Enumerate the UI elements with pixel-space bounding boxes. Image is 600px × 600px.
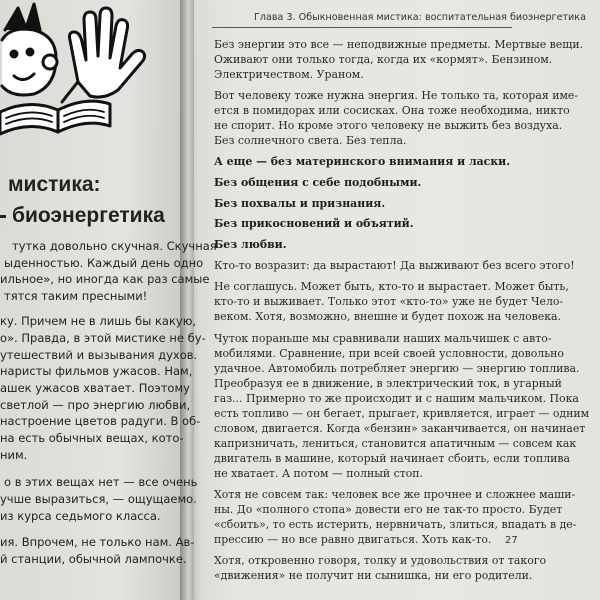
bold-line: Без общения с себе подобными. (214, 176, 422, 189)
body-line: мобилями. Сравнение, при всей своей условности, довольно (214, 347, 564, 360)
body-line: есть топливо — он бегает, прыгает, кривляется, играет — одним (214, 407, 590, 420)
left-line: тятся таким пресными! (4, 289, 148, 303)
body-line: Без энергии это все — неподвижные предметы. Мертвые вещи. (214, 38, 584, 51)
body-line: Не соглашусь. Может быть, кто-то и вырастает. Может быть, (214, 280, 569, 293)
body-line: не спорит. Но кроме этого человеку не выжить без воздуха. (214, 119, 563, 132)
left-line: из курса седьмого класса. (0, 509, 161, 523)
body-line: двигатель в машине, который начинает сбоить, если топлива (214, 452, 571, 465)
body-line: Преобразуя ее в движение, в электрический ток, в угарный (214, 377, 562, 390)
body-line: Оживают они только тогда, когда их «кормят». Бензином. (214, 53, 553, 66)
body-line: Электричеством. Ураном. (214, 68, 364, 81)
bold-line: Без прикосновений и объятий. (214, 217, 414, 230)
body-line: Без солнечного света. Без тепла. (214, 134, 407, 147)
left-line: светлой — про энергию любви, (0, 398, 191, 412)
body-line: не хватает. А потом — полный стоп. (214, 467, 424, 480)
left-line: ку. Причем не в лишь бы какую, (0, 314, 197, 328)
left-heading-line2 (0, 205, 165, 226)
body-line: «движения» не получит ни сынишка, ни его родители. (214, 569, 533, 582)
body-line: словом, двигается. Когда «бензин» заканчивается, он начинает (214, 422, 586, 435)
body-line: удачное. Автомобиль потребляет энергию — энергию топлива. (214, 362, 580, 375)
left-line: ыденностью. Каждый день одно (4, 256, 204, 270)
left-heading-word: биоэнергетика (12, 204, 165, 227)
page-number: 27 (505, 535, 518, 546)
body-line: Кто-то возразит: да вырастают! Да выживают без всего этого! (214, 259, 575, 272)
body-line: кто-то и выживает. Только этот «кто-то» уже не будет Чело- (214, 295, 564, 308)
body-line: капризничать, лениться, становится апатичным — совсем как (214, 437, 577, 450)
body-line: Хотя не совсем так: человек все же прочнее и сложнее маши- (214, 488, 576, 501)
left-line: наристы фильмов ужасов. Нам, (0, 364, 193, 378)
left-line: учше выразиться, — ощущаемо. (0, 492, 197, 506)
left-line: о в этих вещах нет — все очень (4, 475, 198, 489)
left-line: ашек ужасов хватает. Поэтому (0, 381, 190, 395)
running-header: Глава 3. Обыкновенная мистика: воспитательная биоэнергетика (254, 12, 586, 23)
left-line: й станции, обычной лампочке. (0, 552, 187, 566)
left-heading-line1: мистика: (8, 173, 101, 196)
left-line: на есть обычных вещах, кото- (0, 431, 184, 445)
bold-line: Без любви. (214, 238, 287, 251)
bold-line: Без похвалы и признания. (214, 197, 386, 210)
left-line: ия. Впрочем, не только нам. Ав- (0, 535, 195, 549)
left-line: ильное», но иногда как раз самые (0, 272, 210, 286)
body-line: газ... Примерно то же происходит и с нашим мальчиком. Пока (214, 392, 579, 405)
body-line: «сбоить», то есть истерить, нервничать, злиться, впадать в де- (214, 518, 577, 531)
bold-line: А еще — без материнского внимания и ласки. (214, 155, 511, 168)
left-line: настроение цветов радуги. В об- (0, 414, 201, 428)
body-line: Вот человеку тоже нужна энергия. Не только та, которая име- (214, 89, 579, 102)
body-line: Хотя, откровенно говоря, толку и удовольствия от такого (214, 554, 547, 567)
header-rule (212, 27, 512, 28)
body-line: веком. Хотя, возможно, внешне и будет похож на человека. (214, 310, 561, 323)
left-line: ним. (0, 448, 28, 462)
body-line: Чуток пораньше мы сравнивали наших мальчишек с авто- (214, 332, 552, 345)
left-line: тутка довольно скучная. Скучная (12, 239, 217, 253)
body-line: прессию — но все равно двигаться. Хоть как-то. (214, 533, 492, 546)
boy-reading-illustration (0, 0, 190, 160)
left-line: утешествий и вызывания духов. (0, 348, 198, 362)
left-line: о». Правда, в этой мистике не бу- (0, 331, 206, 345)
body-line: ется в помидорах или сосисках. Она тоже необходима, никто (214, 104, 570, 117)
body-line: ны. До «полного стопа» довести его не так-то просто. Будет (214, 503, 563, 516)
